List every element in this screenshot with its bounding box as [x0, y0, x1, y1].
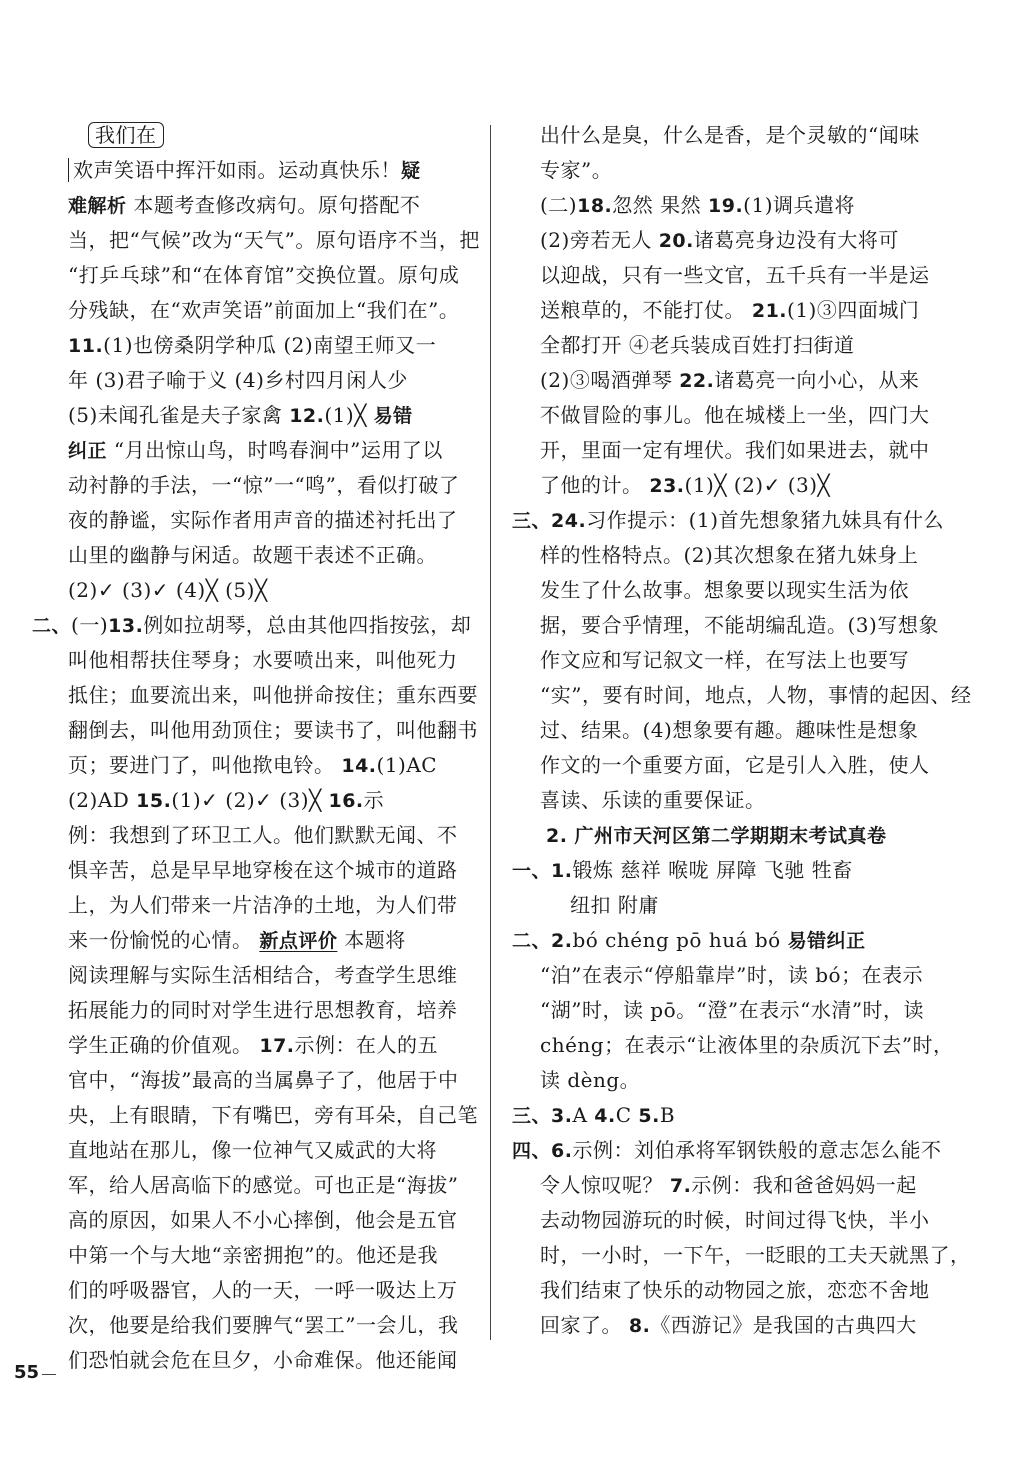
item-number: 5. — [638, 1105, 660, 1127]
text-line — [540, 608, 948, 643]
text-segment: 时，一小时，一下午，一眨眼的工夫天就黑了， — [540, 1243, 971, 1267]
text-segment: 上，为人们带来一片洁净的土地，为人们带 — [68, 893, 458, 917]
text-line — [540, 643, 948, 678]
text-segment: 来一份愉悦的心情。 — [68, 928, 260, 952]
text-segment: 山里的幽静与闲适。故题干表述不正确。 — [68, 543, 437, 567]
text-line — [68, 643, 473, 678]
text-line — [540, 1308, 948, 1343]
text-line — [68, 1168, 473, 1203]
annotation-tag: 易错纠正 — [787, 930, 866, 952]
text-segment: 示例：我和爸爸妈妈一起 — [691, 1173, 917, 1197]
annotation-tag: 纠正 — [68, 440, 108, 462]
text-line — [68, 993, 473, 1028]
text-segment: 作文应和写记叙文一样，在写法上也要写 — [540, 648, 909, 672]
item-number: 13. — [108, 615, 144, 637]
text-segment: (1)✓ (2)✓ (3)╳ — [171, 788, 329, 812]
item-number: 19. — [708, 195, 744, 217]
text-segment: 例如拉胡琴，总由其他四指按弦，却 — [143, 613, 472, 637]
item-number: 15. — [136, 790, 172, 812]
text-segment: 军，给人居高临下的感觉。可也正是“海拔” — [68, 1173, 459, 1197]
page-number-dash — [42, 1374, 56, 1375]
text-line — [68, 363, 473, 398]
text-segment: 锻炼 慈祥 喉咙 屏障 飞驰 牲畜 — [572, 858, 853, 882]
annotation-tag: 易错 — [373, 405, 413, 427]
text-segment: 们恐怕就会危在旦夕，小命难保。他还能闻 — [68, 1348, 458, 1372]
text-line — [540, 1028, 954, 1063]
item-number: 6. — [551, 1140, 573, 1162]
text-segment: 中第一个与大地“亲密拥抱”的。他还是我 — [68, 1243, 438, 1267]
text-segment: 样的性格特点。(2)其次想象在猪九妹身上 — [540, 543, 919, 567]
text-segment: 央，上有眼睛，下有嘴巴，旁有耳朵，自己笔 — [68, 1103, 478, 1127]
text-segment: 令人惊叹呢？ — [540, 1173, 670, 1197]
item-number: 23. — [649, 475, 685, 497]
text-line — [68, 1133, 473, 1168]
text-segment: (1)AC — [376, 753, 438, 777]
text-segment: 过、结果。(4)想象要有趣。趣味性是想象 — [540, 718, 919, 742]
item-number: 21. — [751, 300, 788, 322]
text-line — [68, 1063, 473, 1098]
text-segment: 分残缺，在“欢声笑语”前面加上“我们在”。 — [68, 298, 460, 322]
item-number: 1. — [551, 860, 573, 882]
item-number: 一、 — [512, 860, 552, 882]
text-segment: 了他的计。 — [540, 473, 650, 497]
text-segment: 叫他相帮扶住琴身；水要喷出来，叫他死力 — [68, 648, 458, 672]
text-segment: 翻倒去，叫他用劲顶住；要读书了，叫他翻书 — [68, 718, 478, 742]
text-segment: 喜读、乐读的重要保证。 — [540, 788, 766, 812]
text-line — [540, 538, 948, 573]
text-segment: (2)旁若无人 — [540, 228, 659, 252]
item-number: 18. — [577, 195, 613, 217]
item-number: 14. — [341, 755, 377, 777]
text-line — [68, 1343, 473, 1378]
text-line — [540, 328, 948, 363]
text-line — [68, 923, 473, 958]
item-number: 2. — [551, 930, 573, 952]
text-segment: 欢声笑语中挥汗如雨。运动真快乐！ — [68, 158, 401, 182]
text-segment: (1)③四面城门 — [787, 298, 920, 322]
text-segment: 学生正确的价值观。 — [68, 1033, 260, 1057]
text-line — [540, 818, 948, 853]
text-segment: (2)③喝酒弹琴 — [540, 368, 680, 392]
left-column — [32, 118, 480, 1378]
text-line — [68, 1028, 473, 1063]
text-segment: 次，他要是给我们要脾气“罢工”一会儿，我 — [68, 1313, 459, 1337]
text-segment: B — [659, 1103, 676, 1127]
text-segment: 我们结束了快乐的动物园之旅，恋恋不舍地 — [540, 1278, 930, 1302]
item-number: 22. — [679, 370, 715, 392]
item-number: 8. — [628, 1315, 651, 1337]
item-number: 24. — [551, 510, 587, 532]
text-line — [68, 258, 473, 293]
text-segment: 作文的一个重要方面，它是引人入胜，使人 — [540, 753, 930, 777]
text-line — [540, 748, 948, 783]
text-segment: C — [615, 1103, 639, 1127]
text-line — [540, 678, 972, 713]
text-segment: 回家了。 — [540, 1313, 629, 1337]
text-segment: 示 — [363, 788, 385, 812]
text-segment: (一) — [71, 613, 109, 637]
text-line — [68, 748, 473, 783]
text-line — [540, 223, 948, 258]
text-segment: 页；要进门了，叫他揿电铃。 — [68, 753, 342, 777]
text-segment: 开，里面一定有埋伏。我们如果进去，就中 — [540, 438, 930, 462]
text-line — [68, 853, 473, 888]
text-segment: 读 dèng。 — [540, 1068, 641, 1092]
text-segment: chéng；在表示“让液体里的杂质沉下去”时， — [540, 1033, 954, 1057]
item-number: 7. — [669, 1175, 692, 1197]
item-number: 12. — [289, 405, 325, 427]
text-segment: (1)调兵遣将 — [743, 193, 856, 217]
text-segment: 诸葛亮身边没有大将可 — [693, 228, 899, 252]
text-line — [68, 398, 473, 433]
text-line — [68, 678, 478, 713]
text-line — [68, 783, 473, 818]
text-segment: 全都打开 ④老兵装成百姓打扫街道 — [540, 333, 855, 357]
column-divider — [490, 125, 491, 1340]
text-line — [68, 538, 473, 573]
text-segment: 《西游记》是我国的古典四大 — [650, 1313, 917, 1337]
text-line — [68, 293, 473, 328]
text-segment: 示例：在人的五 — [294, 1033, 439, 1057]
item-number: 三、 — [512, 1105, 552, 1127]
text-line — [512, 1098, 948, 1133]
text-segment: 阅读理解与实际生活相结合，考查学生思维 — [68, 963, 458, 987]
text-segment: 直地站在那儿，像一位神气又威武的大将 — [68, 1138, 437, 1162]
text-segment: 发生了什么故事。想象要以现实生活为依 — [540, 578, 909, 602]
text-line — [540, 293, 948, 328]
text-segment: 官中，“海拔”最高的当属鼻子了，他居于中 — [68, 1068, 459, 1092]
item-number: 三、 — [512, 510, 552, 532]
text-line — [540, 1063, 948, 1098]
text-segment: A — [572, 1103, 595, 1127]
item-number: 二、 — [512, 930, 552, 952]
text-line — [512, 1133, 948, 1168]
text-segment: 纽扣 附庸 — [570, 893, 659, 917]
annotation-tag: 疑 — [401, 160, 421, 182]
text-segment: 当，把“气候”改为“天气”。原句语序不当，把 — [68, 228, 480, 252]
text-segment: 例：我想到了环卫工人。他们默默无闻、不 — [68, 823, 458, 847]
text-segment: (1)也傍桑阴学种瓜 (2)南望王师又一 — [103, 333, 437, 357]
item-number: 17. — [259, 1035, 295, 1057]
text-line — [68, 433, 473, 468]
text-line — [68, 118, 473, 153]
text-segment: 本题将 — [337, 928, 406, 952]
text-line — [68, 1273, 473, 1308]
text-segment: “湖”时，读 pō。“澄”在表示“水清”时，读 — [540, 998, 925, 1022]
item-number: 3. — [551, 1105, 573, 1127]
text-segment: 拓展能力的同时对学生进行思想教育，培养 — [68, 998, 458, 1022]
text-segment: 夜的静谧，实际作者用声音的描述衬托出了 — [68, 508, 458, 532]
text-line — [540, 118, 948, 153]
text-segment: 2. 广州市天河区第二学期期末考试真卷 — [546, 825, 887, 847]
text-line — [540, 888, 948, 923]
text-segment: 高的原因，如果人不小心摔倒，他会是五官 — [68, 1208, 458, 1232]
annotation-tag: 新点评价 — [259, 930, 338, 952]
text-line — [540, 1273, 948, 1308]
text-line — [68, 328, 473, 363]
text-segment: “实”，要有时间，地点，人物，事情的起因、经 — [540, 683, 972, 707]
text-segment: 诸葛亮一向小心，从来 — [714, 368, 920, 392]
text-segment: 惧辛苦，总是早早地穿梭在这个城市的道路 — [68, 858, 458, 882]
text-segment: “打乒乓球”和“在体育馆”交换位置。原句成 — [68, 263, 460, 287]
text-line — [68, 1203, 473, 1238]
text-line — [68, 1098, 478, 1133]
text-segment: (1)╳ — [324, 403, 374, 427]
text-line — [68, 1238, 473, 1273]
text-segment: (2)✓ (3)✓ (4)╳ (5)╳ — [68, 578, 268, 602]
text-segment: “月出惊山鸟，时鸣春涧中”运用了以 — [107, 438, 443, 462]
right-column — [512, 118, 972, 1343]
text-segment: 送粮草的，不能打仗。 — [540, 298, 752, 322]
text-line — [540, 1203, 948, 1238]
item-number: 4. — [594, 1105, 616, 1127]
text-segment: bó chéng pō huá bó — [572, 928, 788, 952]
text-segment: 以迎战，只有一些文官，五千兵有一半是运 — [540, 263, 930, 287]
text-line — [540, 713, 948, 748]
text-segment: 动衬静的手法，一“惊”一“鸣”，看似打破了 — [68, 473, 460, 497]
text-line — [68, 1308, 473, 1343]
text-line — [68, 713, 478, 748]
text-line — [540, 363, 948, 398]
text-line — [512, 923, 948, 958]
text-line — [68, 958, 473, 993]
text-segment: (2)AD — [68, 788, 137, 812]
item-number: 16. — [328, 790, 364, 812]
text-line — [68, 573, 473, 608]
item-number: 20. — [658, 230, 694, 252]
text-segment: 去动物园游玩的时候，时间过得飞快，半小 — [540, 1208, 930, 1232]
text-line — [540, 468, 948, 503]
annotation-tag: 难解析 — [68, 195, 127, 217]
text-line — [540, 258, 948, 293]
text-segment: 本题考查修改病句。原句搭配不 — [126, 193, 421, 217]
text-line — [540, 958, 948, 993]
text-line — [540, 1238, 971, 1273]
text-segment: “泊”在表示“停船靠岸”时，读 bó；在表示 — [540, 963, 924, 987]
text-segment: 年 (3)君子喻于义 (4)乡村四月闲人少 — [68, 368, 408, 392]
text-segment: 们的呼吸器官，人的一天，一呼一吸达上万 — [68, 1278, 458, 1302]
text-line — [540, 993, 948, 1028]
page-number: 55 — [14, 1362, 40, 1383]
text-line — [68, 153, 473, 188]
text-line — [540, 153, 948, 188]
text-line — [68, 223, 480, 258]
text-line — [540, 573, 948, 608]
text-segment: (1)╳ (2)✓ (3)╳ — [684, 473, 831, 497]
text-segment: 习作提示：(1)首先想象猪九妹具有什么 — [586, 508, 945, 532]
text-segment: 抵住；血要流出来，叫他拼命按住；重东西要 — [68, 683, 478, 707]
text-segment: 不做冒险的事儿。他在城楼上一坐，四门大 — [540, 403, 930, 427]
text-line — [68, 888, 473, 923]
item-number: 四、 — [512, 1140, 552, 1162]
item-number: 11. — [68, 335, 104, 357]
text-segment: 示例：刘伯承将军钢铁般的意志怎么能不 — [572, 1138, 942, 1162]
text-segment: 专家”。 — [540, 158, 613, 182]
text-line — [540, 1168, 948, 1203]
text-line — [68, 818, 473, 853]
text-segment: 据，要合乎情理，不能胡编乱造。(3)写想象 — [540, 613, 939, 637]
text-line — [512, 853, 948, 888]
item-number: 二、 — [32, 615, 72, 637]
text-segment: (5)未闻孔雀是夫子家禽 — [68, 403, 290, 427]
text-line — [540, 188, 948, 223]
text-line — [68, 468, 473, 503]
text-line — [512, 503, 948, 538]
text-line — [540, 783, 948, 818]
text-line — [540, 398, 948, 433]
text-segment: 我们在 — [88, 122, 164, 148]
text-segment: 忽然 果然 — [612, 193, 708, 217]
text-segment: (二) — [540, 193, 578, 217]
text-line — [68, 188, 473, 223]
text-line — [32, 608, 473, 643]
text-line — [68, 503, 473, 538]
text-segment: 出什么是臭，什么是香，是个灵敏的“闻味 — [540, 123, 920, 147]
text-line — [540, 433, 948, 468]
